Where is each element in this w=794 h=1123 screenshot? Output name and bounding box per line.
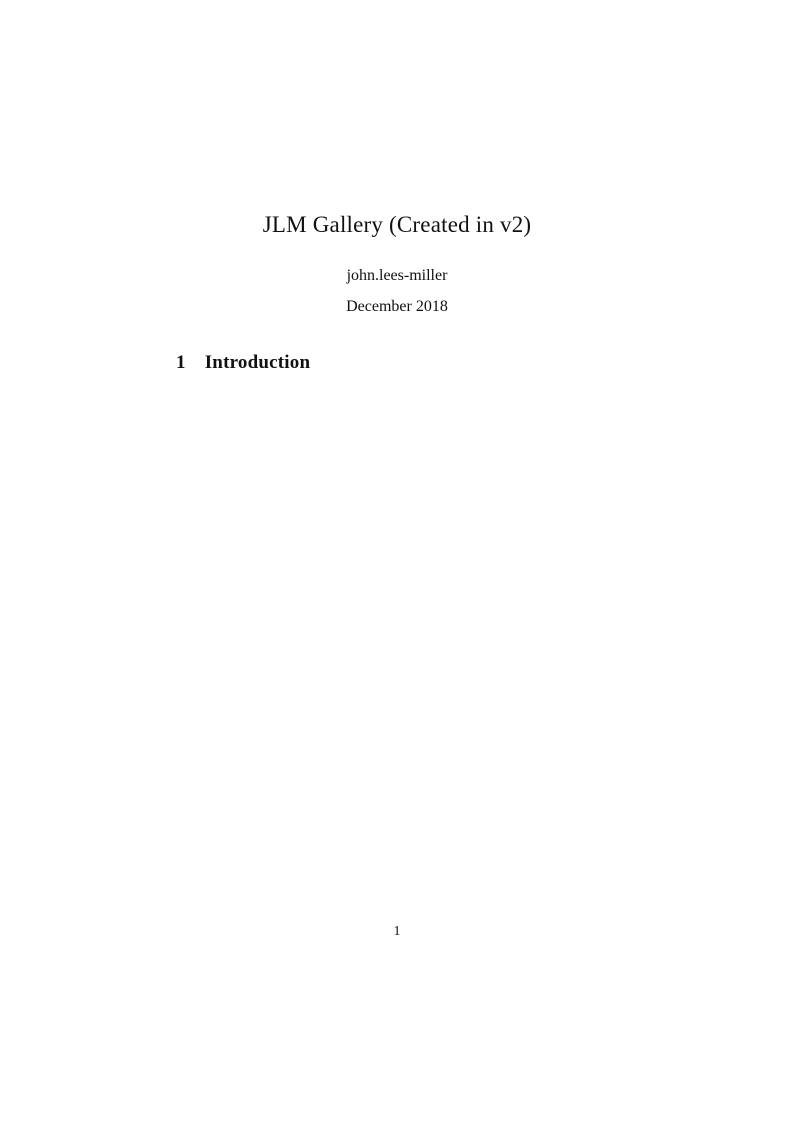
document-title: JLM Gallery (Created in v2)	[262, 212, 532, 237]
section-heading	[176, 352, 310, 374]
page-number: 1	[393, 924, 401, 939]
section-title: Introduction	[204, 352, 311, 373]
section-number: 1	[176, 352, 186, 373]
document-date: December 2018	[346, 298, 448, 315]
document-author: john.lees-miller	[346, 267, 448, 284]
